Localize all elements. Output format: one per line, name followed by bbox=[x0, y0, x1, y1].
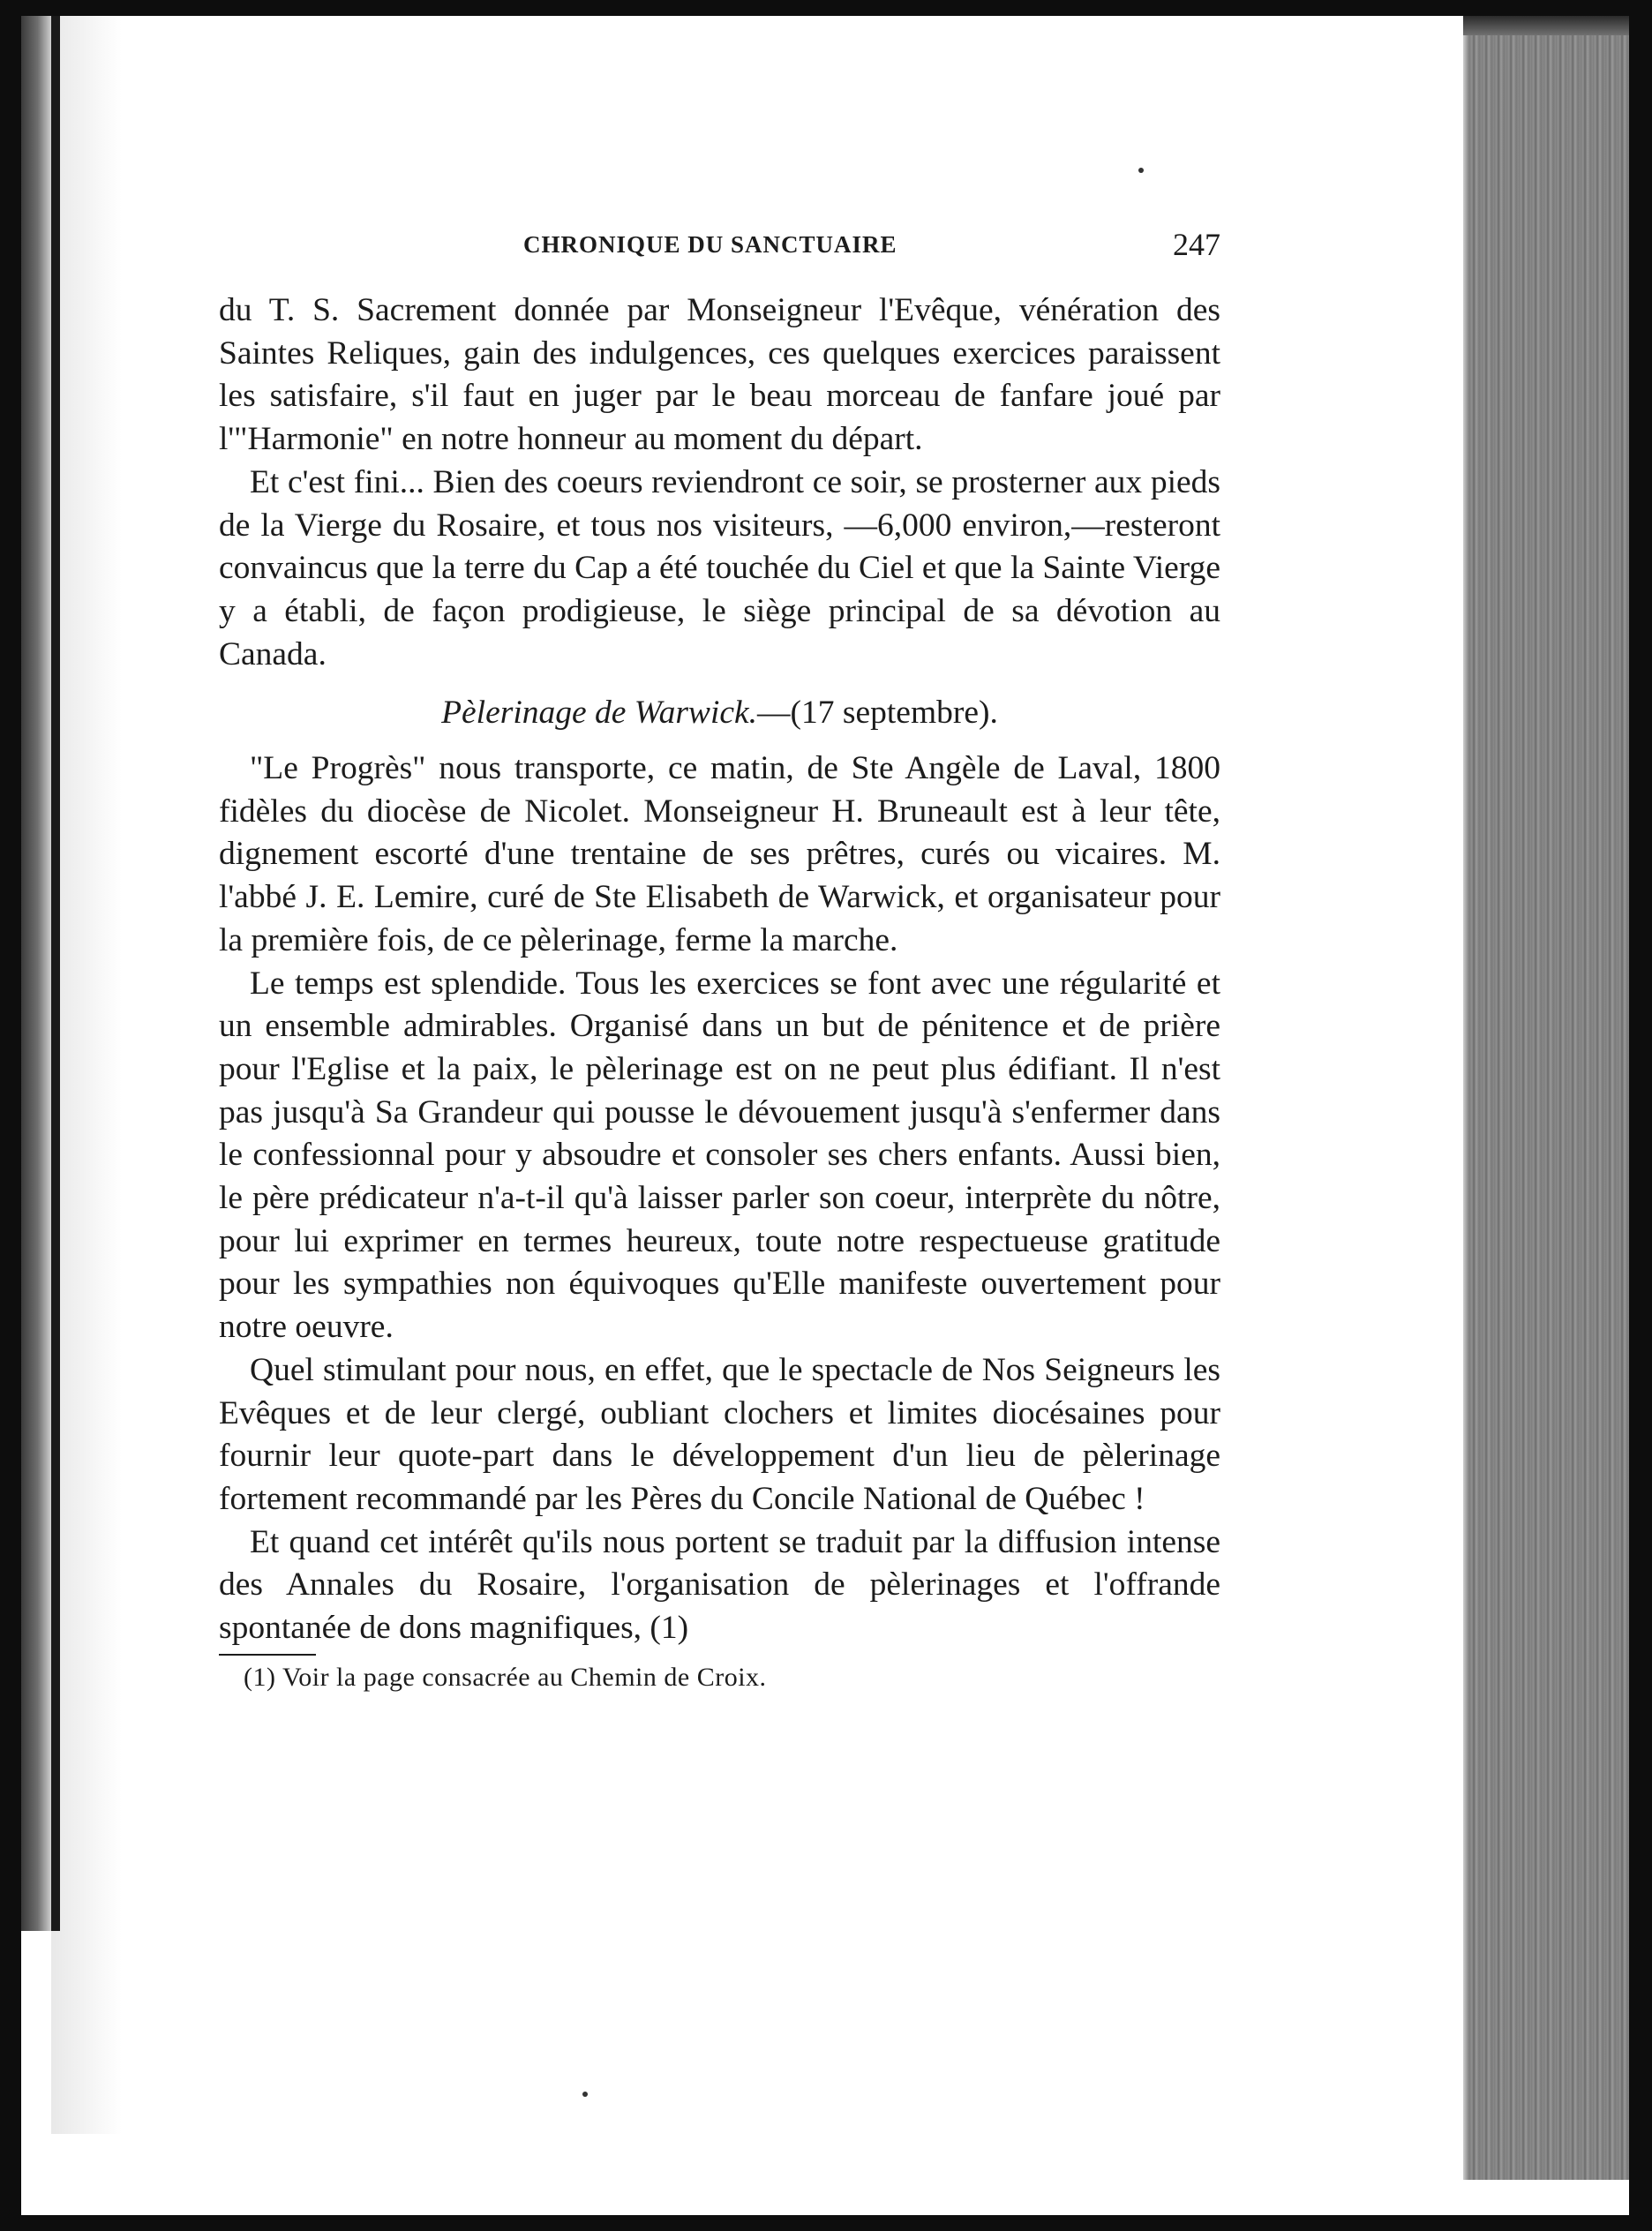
page-number: 247 bbox=[1173, 227, 1220, 262]
page-stack bbox=[1469, 35, 1629, 2180]
paragraph: Quel stimulant pour nous, en effet, que le spectacle de Nos Seigneurs les Evêques et de leur clergé, oubliant clochers et limites diocésaines pour fournir leur quote-part dans le développement d'un lieu de pèlerinage fortement recommandé par les Pères du Concile National de Québec ! bbox=[219, 1351, 1220, 1517]
stray-mark bbox=[582, 2092, 588, 2097]
section-heading bbox=[219, 692, 1220, 735]
stray-mark bbox=[1138, 168, 1144, 173]
section-heading-date: —(17 septembre). bbox=[757, 695, 998, 732]
scan-border-bottom bbox=[0, 2215, 1652, 2231]
book-page bbox=[219, 221, 1220, 1696]
left-gutter-band bbox=[21, 16, 51, 1931]
section-heading-title: Pèlerinage de Warwick. bbox=[441, 695, 758, 732]
footnote-rule bbox=[219, 1654, 316, 1656]
page-header bbox=[219, 221, 1220, 270]
footnote: (1) Voir la page consacrée au Chemin de Croix. bbox=[244, 1662, 767, 1692]
scan-border-left bbox=[0, 0, 21, 2231]
paragraph: Et c'est fini... Bien des coeurs reviendront ce soir, se prosterner aux pieds de la Vierge du Rosaire, et tous nos visiteurs, —6,000 environ,—resteront convaincus que la terre du Cap a été touchée du Ciel et que la Sainte Vierge y a établi, de façon prodigieuse, le siège principal de sa dévotion au Canada. bbox=[219, 463, 1220, 672]
body-text bbox=[219, 289, 1220, 1650]
paragraph: Et quand cet intérêt qu'ils nous portent se traduit par la diffusion intense des Annales du Rosaire, l'organisation de pèlerinages et l'offrande spontanée de dons magnifiques, (1) bbox=[219, 1523, 1220, 1647]
gutter-shadow bbox=[51, 16, 122, 2134]
scan-border-right bbox=[1629, 0, 1652, 2231]
running-head: CHRONIQUE DU SANCTUAIRE bbox=[523, 231, 897, 258]
paragraph: Le temps est splendide. Tous les exercices se font avec une régularité et un ensemble admirables. Organisé dans un but de pénitence et de prière pour l'Eglise et la paix, le pèlerinage est on ne peut plus édifiant. Il n'est pas jusqu'à Sa Grandeur qui pousse le dévouement jusqu'à s'enfermer dans le confessionnal pour y absoudre et consoler ses chers enfants. Aussi bien, le père prédicateur n'a-t-il qu'à laisser parler son coeur, interprète du nôtre, pour lui exprimer en termes heureux, toute notre respectueuse gratitude pour les sympathies non équivoques qu'Elle manifeste ouvertement pour notre oeuvre. bbox=[219, 965, 1220, 1346]
paragraph: du T. S. Sacrement donnée par Monseigneur l'Evêque, vénération des Saintes Reliques, gain des indulgences, ces quelques exercices paraissent les satisfaire, s'il faut en juger par le beau morceau de fanfare joué par l'"Harmonie" en notre honneur au moment du départ. bbox=[219, 292, 1220, 458]
gutter-line bbox=[51, 16, 60, 1931]
scan-border-top bbox=[0, 0, 1652, 16]
paragraph: "Le Progrès" nous transporte, ce matin, de Ste Angèle de Laval, 1800 fidèles du diocèse de Nicolet. Monseigneur H. Bruneault est à leur tête, dignement escorté d'une trentaine de ses prêtres, curés ou vicaires. M. l'abbé J. E. Lemire, curé de Ste Elisabeth de Warwick, et organisateur pour la première fois, de ce pèlerinage, ferme la marche. bbox=[219, 750, 1220, 958]
